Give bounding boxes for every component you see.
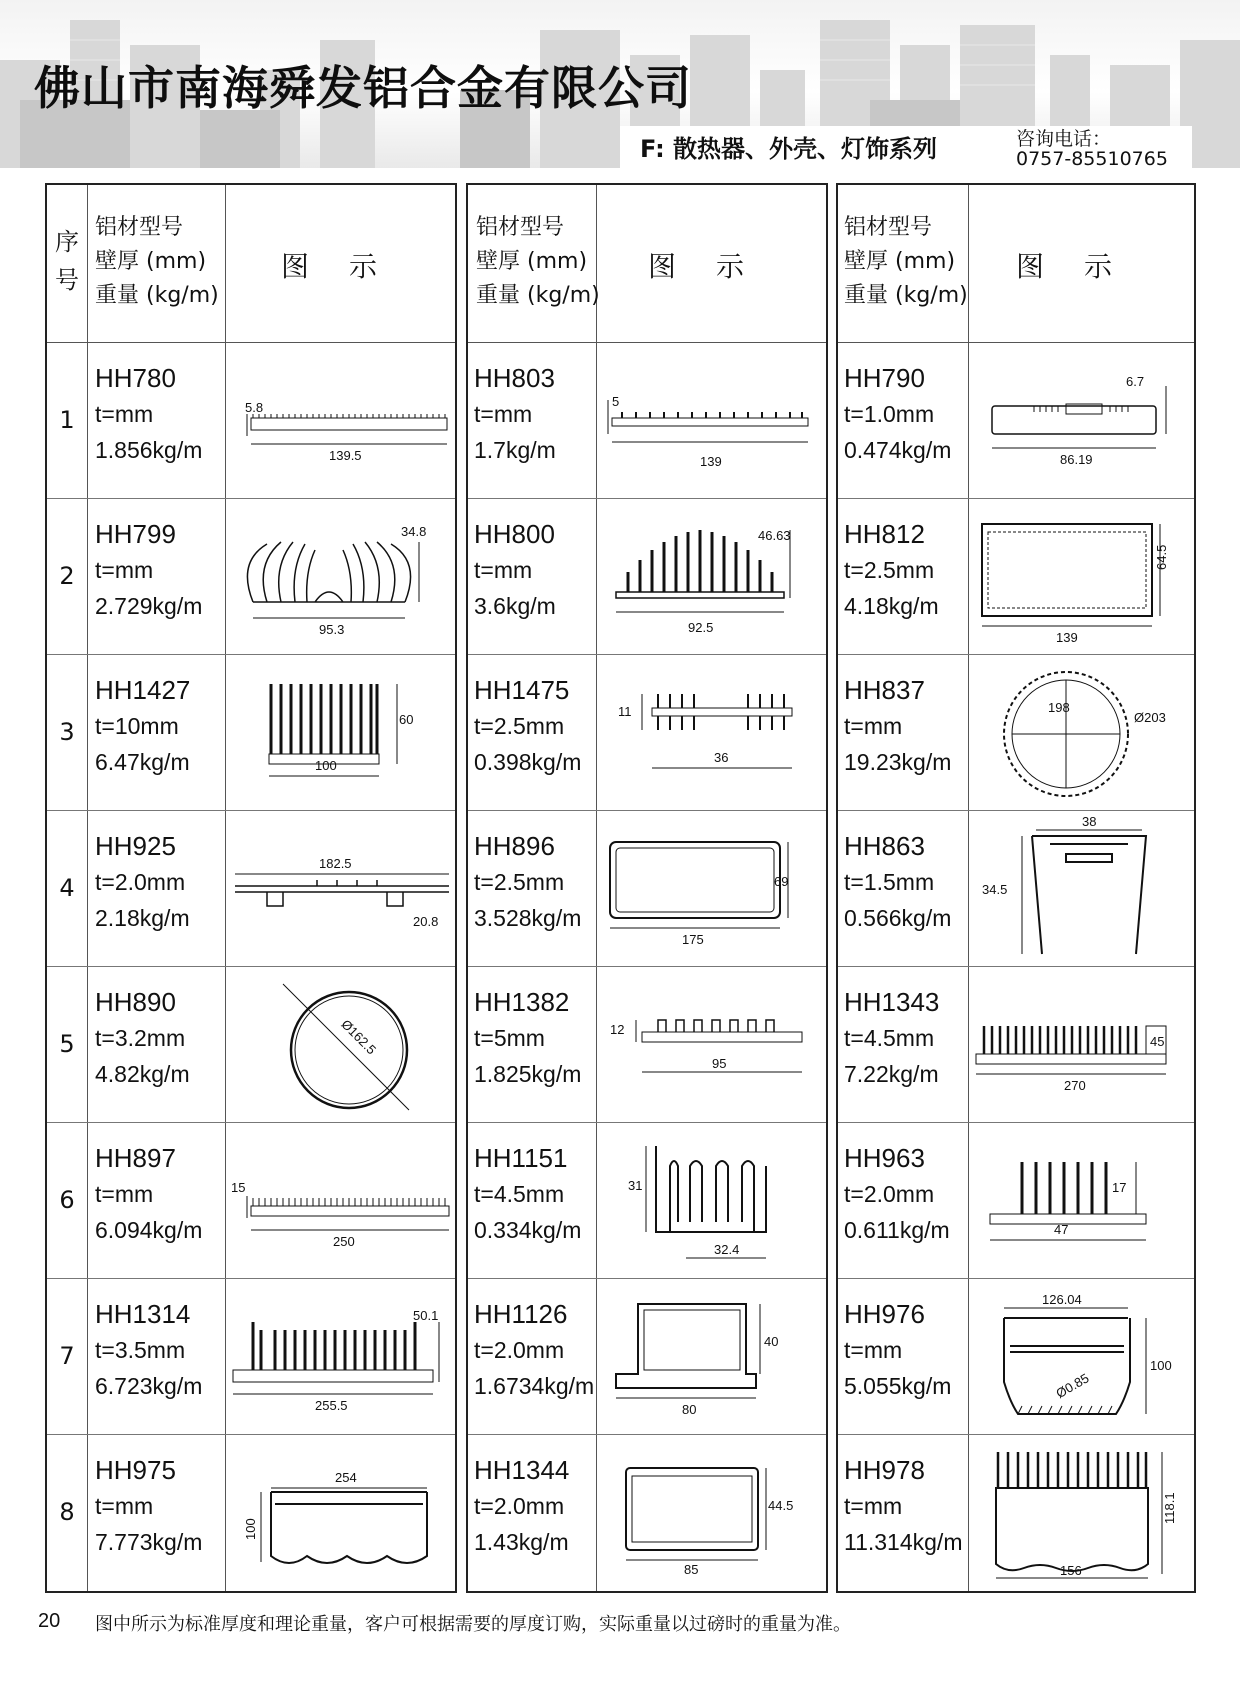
dimension-label: 5 [612, 394, 620, 409]
dimension-label: 64.5 [1154, 544, 1169, 570]
profile-drawing [227, 346, 455, 494]
figure-header: 图示 [648, 250, 785, 283]
weight: 4.82kg/m [95, 1061, 190, 1087]
table-row [468, 810, 826, 967]
spec-cell [95, 1452, 202, 1560]
phone-number: 0757-85510765 [1016, 148, 1168, 168]
table-row [838, 810, 1194, 967]
spec-cell [474, 1296, 594, 1404]
profile-drawing [598, 346, 826, 494]
weight: 11.314kg/m [844, 1529, 963, 1555]
dimension-label: 92.5 [688, 620, 714, 635]
wall-thickness: t=2.5mm [474, 869, 565, 895]
weight: 7.773kg/m [95, 1529, 203, 1555]
row-number: 1 [59, 406, 75, 434]
catalog-panel-3 [836, 183, 1196, 1593]
dimension-label: 100 [1150, 1358, 1172, 1373]
profile-drawing [227, 970, 455, 1118]
spec-cell [95, 516, 202, 624]
table-row [47, 654, 455, 811]
weight: 2.729kg/m [95, 593, 203, 619]
table-row [468, 654, 826, 811]
table-row [468, 498, 826, 655]
dimension-label: 255.5 [315, 1398, 348, 1413]
weight: 1.7kg/m [474, 437, 556, 463]
page-header [0, 0, 1240, 168]
dimension-label: 12 [610, 1022, 625, 1037]
model-number: HH976 [844, 1299, 925, 1329]
weight: 6.47kg/m [95, 749, 190, 775]
wall-thickness: t=3.5mm [95, 1337, 186, 1363]
panel-header [468, 185, 826, 343]
model-number: HH1314 [95, 1299, 191, 1329]
spec-cell [844, 984, 939, 1092]
model-number: HH812 [844, 519, 925, 549]
row-number: 3 [59, 718, 75, 746]
model-number: HH1126 [474, 1299, 568, 1329]
dimension-label: 38 [1082, 814, 1097, 829]
dimension-label: 95 [712, 1056, 727, 1071]
wall-thickness: t=4.5mm [474, 1181, 565, 1207]
wall-thickness: t=mm [95, 401, 154, 427]
profile-drawing [970, 1282, 1196, 1430]
model-number: HH799 [95, 519, 176, 549]
weight: 3.528kg/m [474, 905, 582, 931]
profile-drawing [227, 658, 455, 806]
model-number: HH780 [95, 363, 176, 393]
dimension-label: 44.5 [768, 1498, 794, 1513]
dimension-label: 139 [700, 454, 722, 469]
spec-header: 铝材型号 壁厚 (mm) 重量 (kg/m) [95, 215, 219, 308]
spec-cell [95, 984, 190, 1092]
profile-drawing [970, 814, 1196, 962]
dimension-label: 45 [1150, 1034, 1165, 1049]
model-number: HH1427 [95, 675, 191, 705]
dimension-label: 11 [618, 704, 632, 719]
dimension-label: 36 [714, 750, 729, 765]
panel-header [47, 185, 455, 343]
company-name: 佛山市南海舜发铝合金有限公司 [34, 61, 692, 115]
seq-header: 序 号 [55, 228, 79, 294]
weight: 0.611kg/m [844, 1217, 950, 1243]
dimension-label: 270 [1064, 1078, 1086, 1093]
table-row [47, 966, 455, 1123]
model-number: HH896 [474, 831, 555, 861]
profile-drawing [598, 502, 826, 650]
table-row [838, 1278, 1194, 1435]
dimension-label: 100 [315, 758, 337, 773]
dimension-label: 15 [231, 1180, 246, 1195]
wall-thickness: t=mm [474, 401, 533, 427]
series-title: F: 散热器、外壳、灯饰系列 [640, 135, 938, 163]
table-row [838, 1122, 1194, 1279]
dimension-label: 50.1 [413, 1308, 439, 1323]
table-row [838, 1434, 1194, 1590]
wall-thickness: t=2.5mm [474, 713, 565, 739]
dimension-label: 32.4 [714, 1242, 740, 1257]
wall-thickness: t=mm [844, 1493, 903, 1519]
weight: 1.825kg/m [474, 1061, 582, 1087]
wall-thickness: t=mm [95, 557, 154, 583]
model-number: HH975 [95, 1455, 176, 1485]
weight: 5.055kg/m [844, 1373, 952, 1399]
dimension-label: 6.7 [1126, 374, 1145, 389]
spec-cell [474, 516, 556, 624]
catalog-panel-2 [466, 183, 828, 1593]
profile-drawing [970, 1438, 1196, 1586]
row-number: 4 [59, 874, 75, 902]
table-row [838, 342, 1194, 499]
figure-header: 图示 [281, 250, 418, 283]
weight: 0.334kg/m [474, 1217, 582, 1243]
dimension-label: Ø0.85 [1053, 1370, 1092, 1402]
spec-header: 铝材型号 壁厚 (mm) 重量 (kg/m) [844, 215, 968, 308]
spec-cell [844, 1140, 950, 1248]
wall-thickness: t=2.0mm [474, 1493, 565, 1519]
spec-cell [844, 516, 939, 624]
model-number: HH800 [474, 519, 555, 549]
spec-cell [844, 828, 951, 936]
weight: 1.6734kg/m [474, 1373, 595, 1399]
row-number: 2 [59, 562, 75, 590]
dimension-label: 175 [682, 932, 704, 947]
wall-thickness: t=1.5mm [844, 869, 935, 895]
model-number: HH1343 [844, 987, 940, 1017]
weight: 3.6kg/m [474, 593, 556, 619]
dimension-label: 118.1 [1162, 1492, 1177, 1524]
weight: 19.23kg/m [844, 749, 952, 775]
panel-header [838, 185, 1194, 343]
weight: 4.18kg/m [844, 593, 939, 619]
wall-thickness: t=2.0mm [474, 1337, 565, 1363]
profile-drawing [227, 1438, 455, 1586]
dimension-label: Ø162.5 [338, 1016, 380, 1058]
spec-cell [474, 828, 581, 936]
dimension-label: 40 [764, 1334, 779, 1349]
profile-drawing [970, 970, 1196, 1118]
profile-drawing [598, 970, 826, 1118]
dimension-label: 139.5 [329, 448, 362, 463]
model-number: HH1382 [474, 987, 570, 1017]
weight: 7.22kg/m [844, 1061, 939, 1087]
dimension-label: 250 [333, 1234, 355, 1249]
profile-drawing [598, 1126, 826, 1274]
weight: 2.18kg/m [95, 905, 190, 931]
table-row [468, 1434, 826, 1590]
row-number: 8 [59, 1498, 75, 1526]
weight: 1.43kg/m [474, 1529, 569, 1555]
figure-header: 图示 [1016, 250, 1153, 283]
spec-cell [844, 672, 951, 780]
spec-cell [474, 984, 581, 1092]
profile-drawing [970, 1126, 1196, 1274]
dimension-label: 156 [1060, 1563, 1082, 1578]
spec-header: 铝材型号 壁厚 (mm) 重量 (kg/m) [476, 215, 600, 308]
model-number: HH837 [844, 675, 925, 705]
profile-drawing [970, 502, 1196, 650]
model-number: HH863 [844, 831, 925, 861]
table-row [468, 1278, 826, 1435]
model-number: HH978 [844, 1455, 925, 1485]
weight: 0.474kg/m [844, 437, 952, 463]
profile-drawing [227, 814, 455, 962]
footer-note: 图中所示为标准厚度和理论重量，客户可根据需要的厚度订购，实际重量以过磅时的重量为准。 [95, 1614, 851, 1635]
dimension-label: 17 [1112, 1180, 1127, 1195]
row-number: 6 [59, 1186, 75, 1214]
table-row [47, 1122, 455, 1279]
wall-thickness: t=mm [474, 557, 533, 583]
dimension-label: 254 [335, 1470, 357, 1485]
spec-cell [474, 360, 556, 468]
model-number: HH963 [844, 1143, 925, 1173]
wall-thickness: t=mm [844, 713, 903, 739]
spec-cell [95, 1296, 202, 1404]
profile-drawing [598, 1282, 826, 1430]
weight: 0.566kg/m [844, 905, 952, 931]
table-row [838, 498, 1194, 655]
weight: 1.856kg/m [95, 437, 203, 463]
dimension-label: 100 [243, 1518, 258, 1540]
table-row [47, 342, 455, 499]
model-number: HH1475 [474, 675, 570, 705]
profile-drawing [227, 502, 455, 650]
profile-drawing [598, 814, 826, 962]
table-row [47, 1434, 455, 1590]
dimension-label: 20.8 [413, 914, 439, 929]
weight: 6.723kg/m [95, 1373, 203, 1399]
profile-drawing [227, 1282, 455, 1430]
wall-thickness: t=2.5mm [844, 557, 935, 583]
model-number: HH1151 [474, 1143, 568, 1173]
spec-cell [95, 672, 190, 780]
wall-thickness: t=mm [844, 1337, 903, 1363]
catalog-panel-1 [45, 183, 457, 1593]
model-number: HH925 [95, 831, 176, 861]
table-row [47, 1278, 455, 1435]
spec-cell [95, 1140, 202, 1248]
spec-cell [844, 360, 951, 468]
table-row [468, 342, 826, 499]
dimension-label: 198 [1048, 700, 1070, 715]
weight: 6.094kg/m [95, 1217, 203, 1243]
spec-cell [474, 1452, 569, 1560]
wall-thickness: t=1.0mm [844, 401, 935, 427]
wall-thickness: t=10mm [95, 713, 179, 739]
table-row [838, 654, 1194, 811]
dimension-label: 85 [684, 1562, 699, 1577]
dimension-label: 126.04 [1042, 1292, 1082, 1307]
wall-thickness: t=2.0mm [844, 1181, 935, 1207]
wall-thickness: t=4.5mm [844, 1025, 935, 1051]
table-row [468, 1122, 826, 1279]
row-number: 7 [59, 1342, 75, 1370]
table-row [47, 810, 455, 967]
dimension-label: 80 [682, 1402, 697, 1417]
dimension-label: 86.19 [1060, 452, 1093, 467]
model-number: HH803 [474, 363, 555, 393]
dimension-label: 69 [774, 874, 789, 889]
row-number: 5 [59, 1030, 75, 1058]
dimension-label: 139 [1056, 630, 1078, 645]
profile-drawing [970, 658, 1196, 806]
dimension-label: 95.3 [319, 622, 345, 637]
page-number: 20 [38, 1610, 61, 1632]
spec-cell [844, 1296, 951, 1404]
wall-thickness: t=mm [95, 1493, 154, 1519]
model-number: HH890 [95, 987, 176, 1017]
dimension-label: 60 [399, 712, 414, 727]
dimension-label: 34.5 [982, 882, 1008, 897]
table-row [47, 498, 455, 655]
spec-cell [474, 1140, 581, 1248]
dimension-label: 34.8 [401, 524, 427, 539]
dimension-label: Ø203 [1134, 710, 1166, 725]
wall-thickness: t=3.2mm [95, 1025, 186, 1051]
wall-thickness: t=5mm [474, 1025, 545, 1051]
profile-drawing [598, 1438, 826, 1586]
dimension-label: 31 [628, 1178, 643, 1193]
model-number: HH790 [844, 363, 925, 393]
spec-cell [95, 360, 202, 468]
phone-label: 咨询电话： [1016, 128, 1112, 150]
profile-drawing [227, 1126, 455, 1274]
table-row [838, 966, 1194, 1123]
dimension-label: 5.8 [245, 400, 264, 415]
profile-drawing [598, 658, 826, 806]
wall-thickness: t=mm [95, 1181, 154, 1207]
model-number: HH897 [95, 1143, 176, 1173]
dimension-label: 46.63 [758, 528, 791, 543]
dimension-label: 47 [1054, 1222, 1069, 1237]
table-row [468, 966, 826, 1123]
dimension-label: 182.5 [319, 856, 352, 871]
weight: 0.398kg/m [474, 749, 582, 775]
spec-cell [95, 828, 190, 936]
spec-cell [844, 1452, 962, 1560]
profile-drawing [970, 346, 1196, 494]
model-number: HH1344 [474, 1455, 570, 1485]
wall-thickness: t=2.0mm [95, 869, 186, 895]
spec-cell [474, 672, 581, 780]
